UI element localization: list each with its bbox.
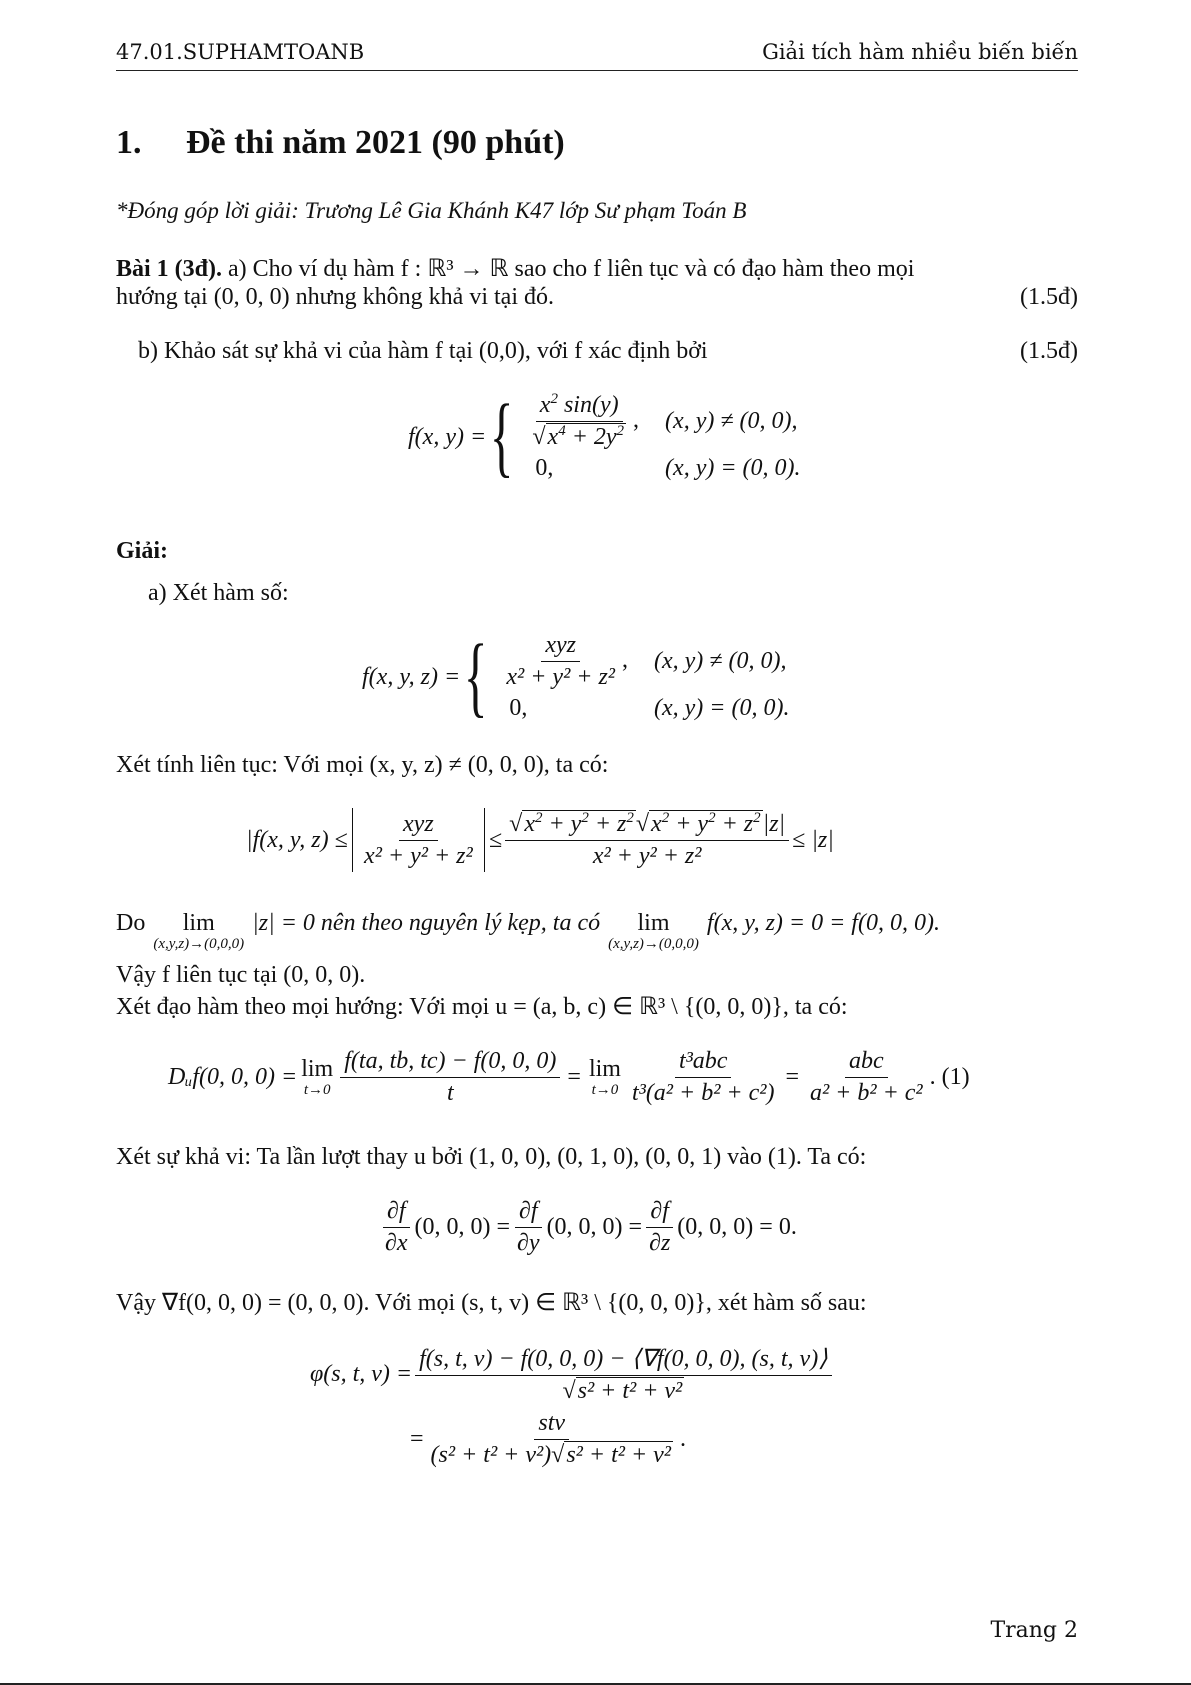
g-case2-cond: (x, y) = (0, 0). xyxy=(654,695,790,721)
solution-label: Giải: xyxy=(116,538,168,564)
g-case1-value: $\frac{\text{xyz}}{\text{x² + y² + z²}}$ , xyxy=(506,632,628,690)
problem-label: Bài 1 (3đ). xyxy=(116,256,223,282)
problem-line-1 xyxy=(116,254,914,283)
directional-intro: Xét đạo hàm theo mọi hướng: Với mọi u = (a, b, c) ∈ ℝ³ \ {(0, 0, 0)}, ta có: xyxy=(116,994,848,1020)
f-lhs: f(x, y) = xyxy=(408,423,487,450)
formula-phi-line2: = $\frac{\text{stv}}{\text{(s² + t² + v²)√s² + t² + v²}}$ . xyxy=(410,1410,686,1468)
formula-partials: $\frac{\partial f}{\partial x}$ (0, 0, 0) = $\frac{\partial f}{\partial y}$ (0, 0, 0) = $\frac{\partial f}{\partial z}$ (0, 0, 0) = 0. xyxy=(378,1198,797,1257)
gradient-line: Vậy ∇f(0, 0, 0) = (0, 0, 0). Với mọi (s, t, v) ∈ ℝ³ \ {(0, 0, 0)}, xét hàm số sau: xyxy=(116,1290,867,1316)
credit-line: *Đóng góp lời giải: Trương Lê Gia Khánh K47 lớp Sư phạm Toán B xyxy=(116,198,747,223)
f-case2-cond: (x, y) = (0, 0). xyxy=(665,455,801,481)
header-left: 47.01.SUPHAMTOANB xyxy=(116,40,365,64)
problem-part-b: b) Khảo sát sự khả vi của hàm f tại (0,0), với f xác định bởi xyxy=(138,338,708,364)
differentiability-intro: Xét sự khả vi: Ta lần lượt thay u bởi (1, 0, 0), (0, 1, 0), (0, 0, 1) vào (1). Ta có: xyxy=(116,1144,867,1170)
formula-inequality: |f(x, y, z) ≤ $\frac{\text{xyz}}{\text{x² + y² + z²}}$ ≤ $\frac{√x^2 + y^2 + z^2√x^2 + y^2 + z^2|z|}{\text{x² + y² + z²}}$ ≤ |z| xyxy=(246,808,834,872)
continuity-conclusion: Vậy f liên tục tại (0, 0, 0). xyxy=(116,962,366,988)
f-case2-value: 0, xyxy=(535,455,554,481)
g-case1-cond: (x, y) ≠ (0, 0), xyxy=(654,648,787,674)
f-case1-value: $\frac{x^2 \sin(y)}{√x^4 + 2y^2}$ , xyxy=(532,391,640,450)
formula-f-xy xyxy=(408,387,801,486)
ineq-bound-frac: $\frac{√x^2 + y^2 + z^2√x^2 + y^2 + z^2|z|}{\text{x² + y² + z²}}$ xyxy=(505,811,789,870)
section-title xyxy=(116,124,565,162)
g-cases xyxy=(499,632,789,722)
ineq-end: ≤ |z| xyxy=(792,826,834,853)
g-case2-value: 0, xyxy=(509,695,528,721)
problem-part-a-points: (1.5đ) xyxy=(1020,284,1078,310)
f-cases xyxy=(525,392,800,482)
brace: { xyxy=(463,627,488,726)
solution-part-a-intro: a) Xét hàm số: xyxy=(148,580,289,606)
problem-part-a-line2: hướng tại (0, 0, 0) nhưng không khả vi tại đó. xyxy=(116,284,554,310)
ineq-le: ≤ xyxy=(488,826,503,853)
squeeze-line: Do lim (x,y,z)→(0,0,0) |z| = 0 nên theo nguyên lý kẹp, ta có lim (x,y,z)→(0,0,0) f(x, y, z) = 0 = f(0, 0, 0). xyxy=(116,910,940,953)
ineq-lhs: |f(x, y, z) ≤ xyxy=(246,826,348,853)
f-case1-cond: (x, y) ≠ (0, 0), xyxy=(665,408,798,434)
problem-part-b-points: (1.5đ) xyxy=(1020,338,1078,364)
formula-f-xyz xyxy=(362,627,790,726)
formula-directional: Dᵤf(0, 0, 0) = lim t→0 $\frac{f(ta, tb, tc) - f(0, 0, 0)}{t}$ = lim t→0 $\frac{\text{t³abc}}{\text{t³(a² + b² + c²)}}$ = $\frac{\text{abc}}{\text{a² + b² + c²}}$ . (1) xyxy=(168,1048,970,1106)
section-number: 1. xyxy=(116,124,142,161)
section-title-text: Đề thi năm 2021 (90 phút) xyxy=(186,124,565,161)
problem-part-a-line1: a) Cho ví dụ hàm f : ℝ³ → ℝ sao cho f liên tục và có đạo hàm theo mọi xyxy=(228,256,915,282)
brace: { xyxy=(489,387,514,486)
header-rule xyxy=(116,70,1078,71)
header-right: Giải tích hàm nhiều biến biến xyxy=(762,40,1078,64)
continuity-intro: Xét tính liên tục: Với mọi (x, y, z) ≠ (0, 0, 0), ta có: xyxy=(116,752,609,778)
formula-phi-line1: φ(s, t, v) = $\frac{f(s, t, v) - f(0, 0, 0) - ⟨\nabla f(0, 0, 0), (s, t, v)⟩}{\text{√s² + t² + v²}}$ xyxy=(310,1344,835,1405)
page-number: Trang 2 xyxy=(990,1618,1078,1643)
g-lhs: f(x, y, z) = xyxy=(362,663,461,690)
